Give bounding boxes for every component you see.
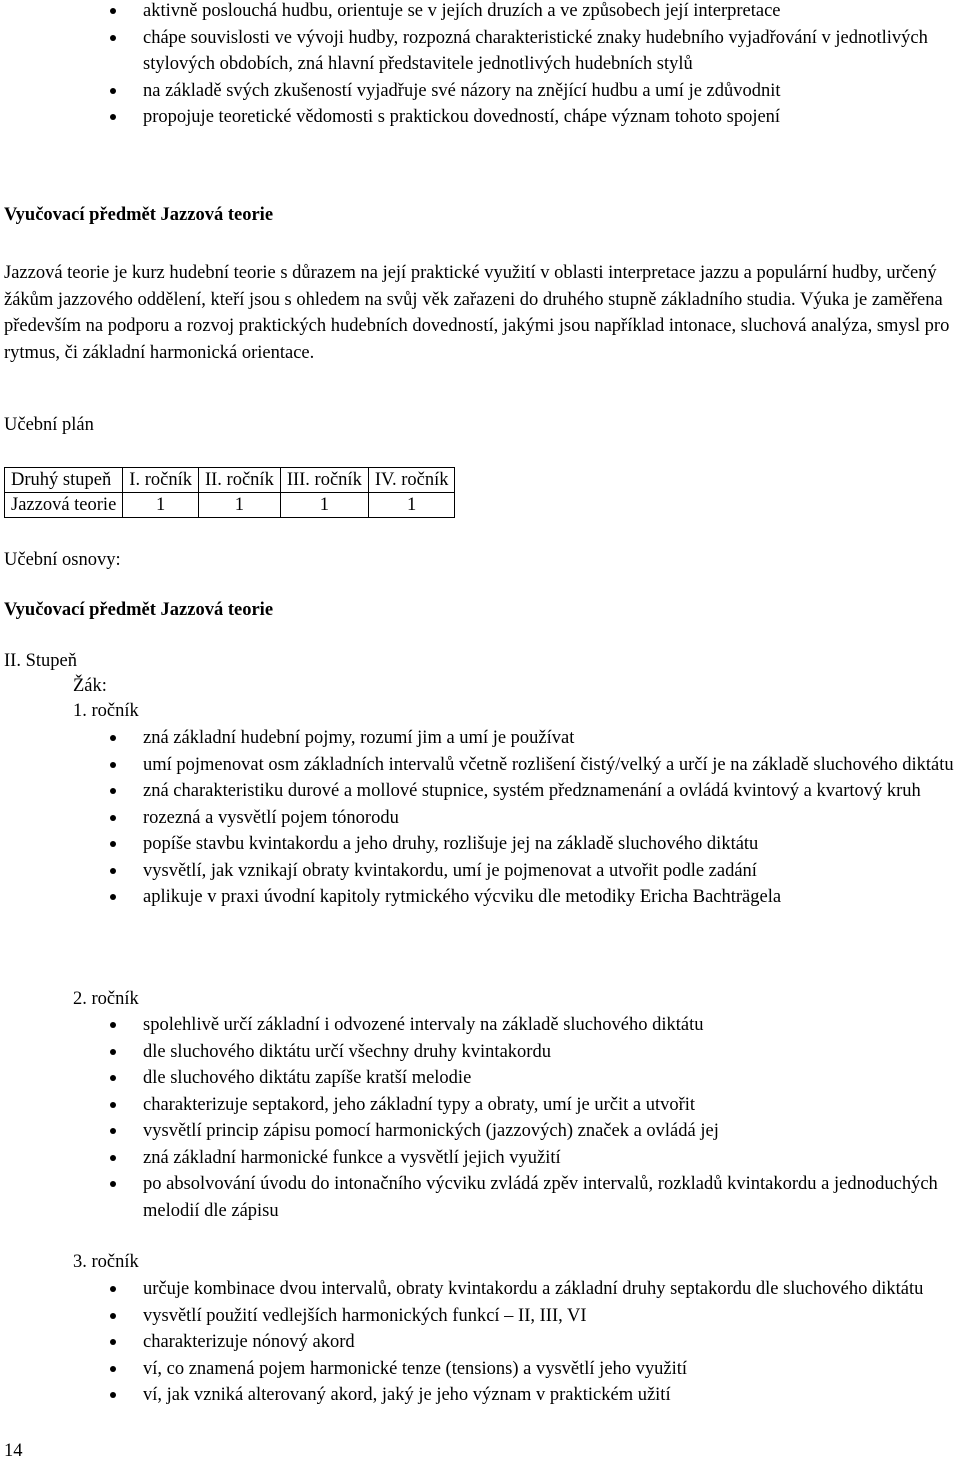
- list-item: umí pojmenovat osm základních intervalů včetně rozlišení čistý/velký a určí je na základě sluchového diktátu: [143, 752, 958, 779]
- list-item: vysvětlí, jak vznikají obraty kvintakordu, umí je pojmenovat a utvořit podle zadání: [143, 858, 958, 885]
- table-row: [5, 493, 455, 518]
- year-1-label: 1. ročník: [73, 701, 139, 721]
- section-heading-2: Vyučovací předmět Jazzová teorie: [4, 600, 274, 620]
- year-2-label: 2. ročník: [73, 989, 139, 1009]
- table-header-cell: II. ročník: [198, 468, 280, 493]
- list-item: vysvětlí princip zápisu pomocí harmonických (jazzových) značek a ovládá jej: [143, 1118, 958, 1145]
- year-3-list: [143, 1276, 958, 1409]
- list-item: aktivně poslouchá hudbu, orientuje se v jejích druzích a ve způsobech její interpretace: [143, 0, 958, 25]
- top-bullet-list: [143, 0, 958, 131]
- list-item: popíše stavbu kvintakordu a jeho druhy, rozlišuje jej na základě sluchového diktátu: [143, 831, 958, 858]
- list-item: dle sluchového diktátu zapíše kratší melodie: [143, 1065, 958, 1092]
- year-2-list: [143, 1012, 958, 1224]
- list-item: chápe souvislosti ve vývoji hudby, rozpozná charakteristické znaky hudebního vyjadřování v jednotlivých stylových obdobích, zná hlavní představitele jednotlivých hudebních stylů: [143, 25, 958, 78]
- year-3-label: 3. ročník: [73, 1252, 139, 1272]
- table-header-cell: I. ročník: [123, 468, 199, 493]
- list-item: po absolvování úvodu do intonačního výcviku zvládá zpěv intervalů, rozkladů kvintakordu a jednoduchých melodií dle zápisu: [143, 1171, 958, 1224]
- table-cell: 1: [280, 493, 368, 518]
- plan-table: [4, 467, 455, 518]
- list-item: zná charakteristiku durové a mollové stupnice, systém předznamenání a ovládá kvintový a kvartový kruh: [143, 778, 958, 805]
- table-cell: 1: [368, 493, 455, 518]
- section-heading: Vyučovací předmět Jazzová teorie: [4, 205, 274, 225]
- list-item: dle sluchového diktátu určí všechny druhy kvintakordu: [143, 1039, 958, 1066]
- table-cell: Jazzová teorie: [5, 493, 123, 518]
- table-cell: 1: [198, 493, 280, 518]
- list-item: propojuje teoretické vědomosti s praktickou dovedností, chápe význam tohoto spojení: [143, 104, 958, 131]
- list-item: aplikuje v praxi úvodní kapitoly rytmického výcviku dle metodiky Ericha Bachträgela: [143, 884, 958, 911]
- list-item: ví, co znamená pojem harmonické tenze (tensions) a vysvětlí jeho využití: [143, 1356, 958, 1383]
- list-item: spolehlivě určí základní i odvozené intervaly na základě sluchového diktátu: [143, 1012, 958, 1039]
- list-item: zná základní harmonické funkce a vysvětlí jejich využití: [143, 1145, 958, 1172]
- list-item: vysvětlí použití vedlejších harmonických funkcí – II, III, VI: [143, 1303, 958, 1330]
- pupil-label: Žák:: [73, 676, 107, 696]
- year-1-list: [143, 725, 958, 911]
- osnovy-label: Učební osnovy:: [4, 550, 121, 570]
- list-item: rozezná a vysvětlí pojem tónorodu: [143, 805, 958, 832]
- list-item: zná základní hudební pojmy, rozumí jim a umí je používat: [143, 725, 958, 752]
- page-number: 14: [4, 1441, 23, 1461]
- list-item: ví, jak vzniká alterovaný akord, jaký je jeho význam v praktickém užití: [143, 1382, 958, 1409]
- intro-paragraph: Jazzová teorie je kurz hudební teorie s důrazem na její praktické využití v oblasti interpretace jazzu a populární hudby, určený žákům jazzového oddělení, kteří jsou s ohledem na svůj věk zařazeni do druhého stupně základního studia. Výuka je zaměřena především na podporu a rozvoj praktických hudebních dovedností, jakými jsou například intonace, sluchová analýza, smysl pro rytmus, či základní harmonická orientace.: [4, 263, 950, 363]
- table-row: [5, 468, 455, 493]
- table-header-cell: Druhý stupeň: [5, 468, 123, 493]
- list-item: charakterizuje nónový akord: [143, 1329, 958, 1356]
- list-item: určuje kombinace dvou intervalů, obraty kvintakordu a základní druhy septakordu dle sluchového diktátu: [143, 1276, 958, 1303]
- plan-label: Učební plán: [4, 415, 94, 435]
- list-item: na základě svých zkušeností vyjadřuje své názory na znějící hudbu a umí je zdůvodnit: [143, 78, 958, 105]
- stage-label: II. Stupeň: [4, 651, 77, 671]
- list-item: charakterizuje septakord, jeho základní typy a obraty, umí je určit a utvořit: [143, 1092, 958, 1119]
- table-header-cell: IV. ročník: [368, 468, 455, 493]
- table-header-cell: III. ročník: [280, 468, 368, 493]
- table-cell: 1: [123, 493, 199, 518]
